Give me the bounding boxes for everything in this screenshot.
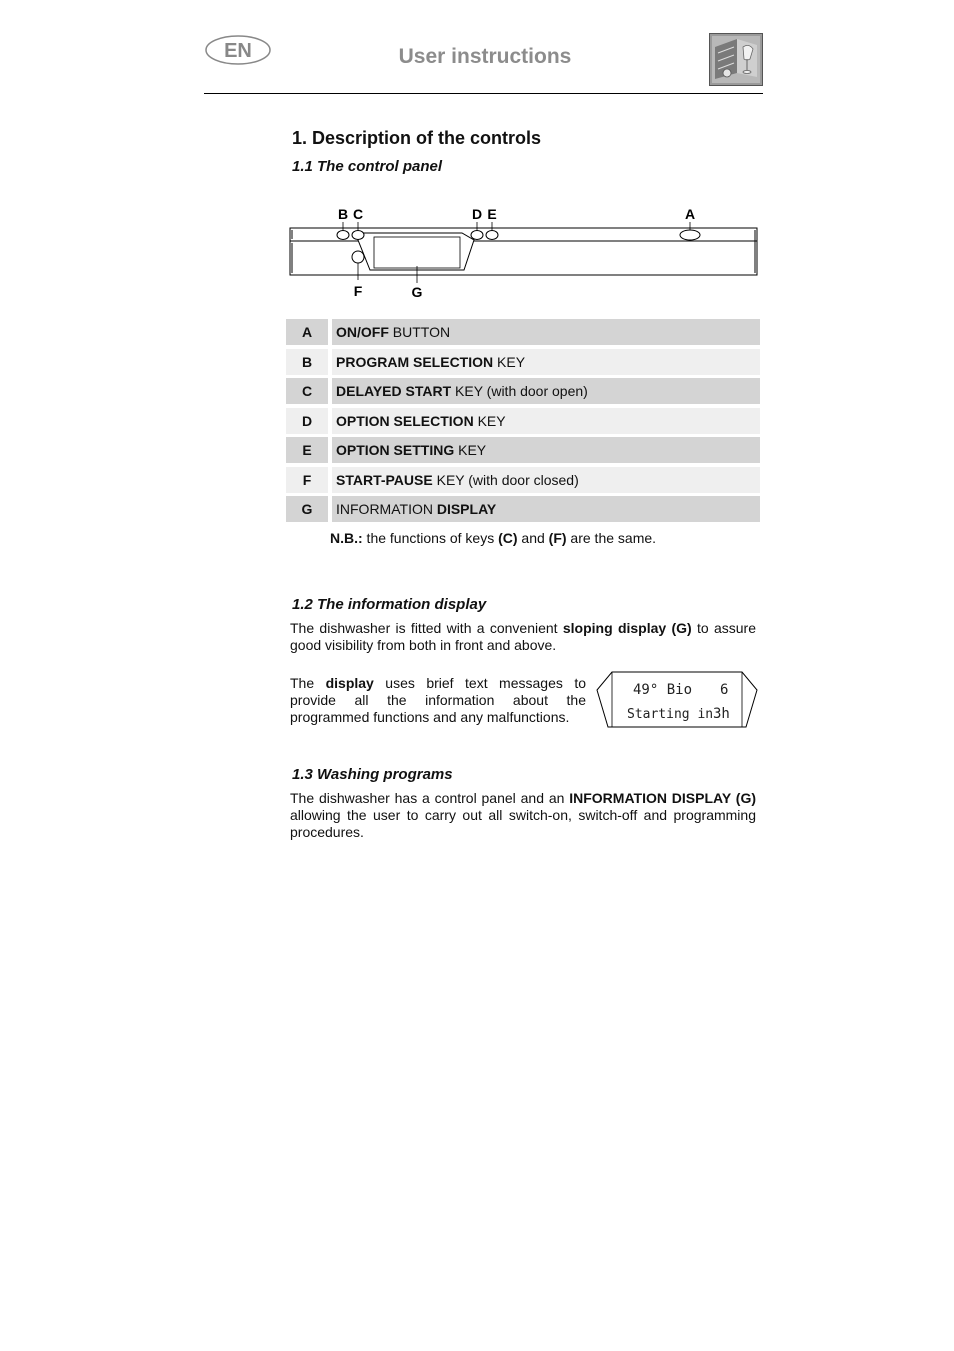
note-key-f: (F): [548, 530, 567, 546]
label-a: A: [684, 206, 696, 222]
desc-bold: PROGRAM SELECTION: [336, 353, 494, 370]
table-row-key: F: [286, 467, 328, 493]
lcd-line2-right: 3h: [713, 706, 730, 722]
button-e-marker: [486, 231, 498, 240]
desc-rest: BUTTON: [388, 324, 451, 340]
button-f-marker: [352, 251, 364, 263]
desc-bold: OPTION SELECTION: [336, 412, 474, 429]
paragraph-text: The dishwasher is fitted with a convenient: [290, 620, 563, 636]
subsection-heading-information-display: 1.2 The information display: [292, 596, 487, 613]
control-panel-diagram: [286, 200, 764, 308]
subsection-heading-washing-programs: 1.3 Washing programs: [292, 766, 453, 783]
table-row: [286, 437, 762, 463]
paragraph-text: The dishwasher has a control panel and an: [290, 790, 570, 806]
note-text: are the same.: [566, 530, 657, 546]
desc-bold: ON/OFF: [336, 324, 389, 340]
paragraph-text: allowing the user to carry out all switch-on, switch-off and programming procedures.: [290, 807, 756, 840]
table-row-key: D: [286, 408, 328, 434]
table-row-description: [332, 319, 762, 345]
desc-rest: KEY: [473, 412, 506, 429]
table-row-description: [332, 349, 762, 375]
controls-table: [286, 319, 762, 526]
lcd-display-illustration: [596, 670, 758, 730]
paragraph-washing-programs: [290, 790, 756, 841]
paragraph-display-messages: [290, 675, 586, 726]
table-row: [286, 349, 762, 375]
table-row-description: [332, 496, 762, 522]
label-c: C: [352, 206, 364, 222]
label-f: F: [353, 283, 363, 299]
desc-rest: KEY: [454, 442, 487, 458]
desc-rest: KEY (with door closed): [432, 471, 579, 488]
paragraph-text: to assure good visibility from both in front and above.: [290, 620, 756, 653]
table-row: [286, 408, 762, 434]
table-row-key: A: [286, 319, 328, 345]
paragraph-bold: display: [325, 675, 374, 691]
header-divider: [204, 93, 763, 94]
lcd-line1-left: 49° Bio: [633, 682, 693, 698]
note-label: N.B.:: [330, 530, 363, 546]
table-row: [286, 319, 762, 345]
note: [330, 530, 656, 546]
desc-bold: DELAYED START: [336, 383, 452, 399]
language-badge: [205, 34, 271, 66]
button-a-marker: [680, 230, 700, 240]
table-row: [286, 496, 762, 522]
button-d-marker: [471, 231, 483, 240]
paragraph-bold: sloping display (G): [562, 620, 692, 636]
desc-bold: DISPLAY: [436, 501, 497, 517]
button-c-marker: [352, 231, 364, 240]
table-row-key: E: [286, 437, 328, 463]
desc-bold: OPTION SETTING: [336, 442, 455, 458]
table-row-key: B: [286, 349, 328, 375]
desc-bold: START-PAUSE: [336, 471, 433, 488]
desc-plain: INFORMATION: [336, 501, 437, 517]
button-b-marker: [337, 231, 349, 240]
label-d: D: [471, 206, 483, 222]
lcd-line1-right: 6: [720, 682, 729, 698]
label-e: E: [487, 206, 497, 222]
table-row: [286, 378, 762, 404]
table-row-description: [332, 408, 762, 434]
subsection-heading-control-panel: 1.1 The control panel: [292, 158, 443, 175]
language-badge-text: EN: [224, 40, 252, 62]
desc-rest: KEY (with door open): [451, 383, 588, 399]
section-heading-controls: 1. Description of the controls: [292, 128, 542, 148]
table-row-key: C: [286, 378, 328, 404]
table-row-key: G: [286, 496, 328, 522]
table-row-description: [332, 378, 762, 404]
note-text: and: [517, 530, 549, 546]
label-b: B: [337, 206, 349, 222]
table-row: [286, 467, 762, 493]
desc-rest: KEY: [493, 353, 526, 370]
paragraph-display-intro: [290, 620, 756, 654]
paragraph-text: The: [290, 675, 326, 691]
paragraph-bold: INFORMATION DISPLAY (G): [569, 790, 756, 806]
label-g: G: [411, 284, 423, 300]
dishwasher-photo-icon: [709, 33, 763, 86]
page-title: User instructions: [398, 45, 572, 68]
table-row-description: [332, 467, 762, 493]
note-key-c: (C): [498, 530, 518, 546]
lcd-line2-left: Starting in: [627, 707, 714, 722]
paragraph-text: uses brief text messages to provide all the information about the programmed functions and any malfunctions.: [290, 675, 586, 725]
table-row-description: [332, 437, 762, 463]
note-text: the functions of keys: [362, 530, 499, 546]
